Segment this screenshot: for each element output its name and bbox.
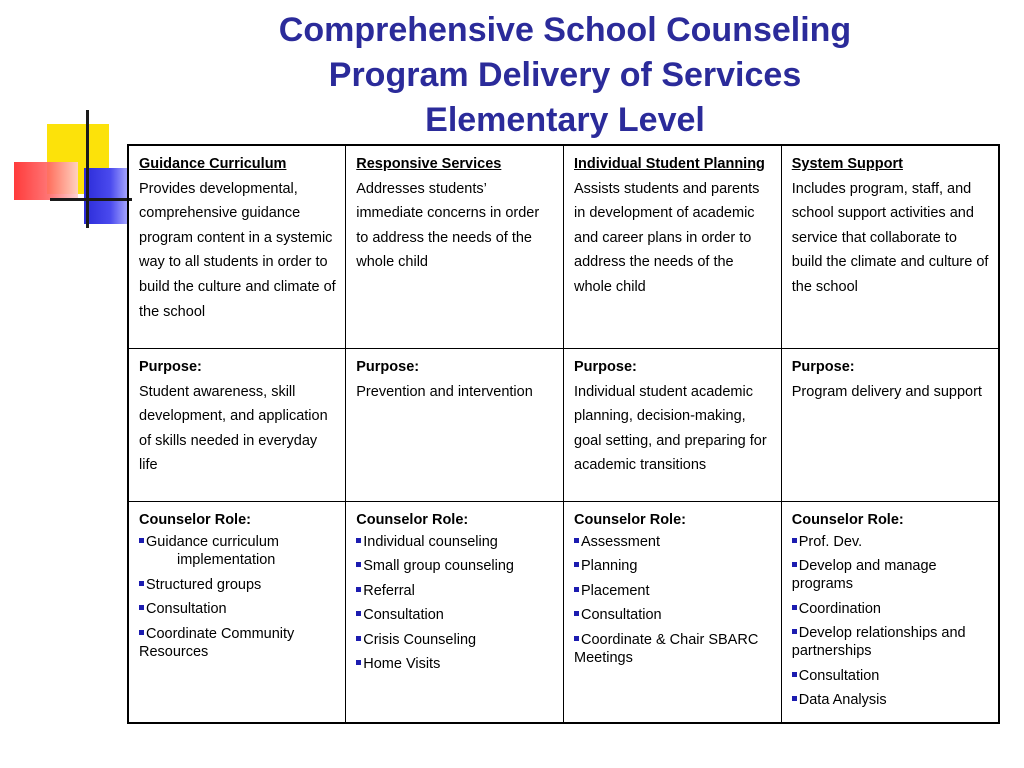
- column-header: Individual Student Planning: [574, 156, 765, 172]
- slide-title-line-1: Comprehensive School Counseling: [278, 11, 852, 49]
- slide-title: [220, 8, 910, 143]
- role-text: Placement: [581, 582, 650, 599]
- decor-vertical-line: [86, 110, 89, 228]
- bullet-icon: [792, 538, 797, 543]
- role-item: [792, 624, 990, 660]
- description-cell: [781, 145, 999, 349]
- role-item: [792, 557, 990, 593]
- role-text: Coordinate Community Resources: [139, 625, 295, 660]
- description-row: [128, 145, 999, 349]
- purpose-cell: [346, 349, 564, 502]
- role-text: Individual counseling: [363, 533, 498, 550]
- role-label: Counselor Role:: [139, 512, 251, 528]
- counselor-role-row: [128, 502, 999, 723]
- column-header: Guidance Curriculum: [139, 156, 287, 172]
- column-header: Responsive Services: [356, 156, 502, 172]
- slide-title-line-3: Elementary Level: [425, 101, 705, 139]
- role-text: Planning: [581, 558, 638, 575]
- role-item: [574, 631, 773, 667]
- bullet-icon: [574, 587, 579, 592]
- role-text: Consultation: [363, 607, 444, 624]
- purpose-text: Student awareness, skill development, and application of skills needed in everyday life: [139, 383, 328, 474]
- role-text: Assessment: [581, 533, 660, 550]
- role-text: Prof. Dev.: [798, 533, 863, 550]
- role-text: Crisis Counseling: [363, 631, 477, 648]
- bullet-icon: [792, 672, 797, 677]
- bullet-icon: [574, 636, 579, 641]
- bullet-icon: [356, 611, 361, 616]
- bullet-icon: [574, 562, 579, 567]
- role-item: [139, 600, 337, 618]
- role-cell: [564, 502, 782, 723]
- purpose-label: Purpose:: [791, 359, 855, 375]
- role-item-continuation: [139, 551, 337, 569]
- role-list: [139, 533, 337, 661]
- role-item: [356, 655, 555, 673]
- column-description: Includes program, staff, and school support activities and service that collaborate to build the climate and culture of the school: [791, 180, 989, 295]
- role-text: Referral: [363, 582, 415, 599]
- role-item: [792, 533, 990, 551]
- bullet-icon: [792, 605, 797, 610]
- purpose-label: Purpose:: [139, 359, 202, 375]
- role-label: Counselor Role:: [356, 512, 469, 528]
- role-text: Coordination: [798, 600, 881, 617]
- purpose-label: Purpose:: [574, 359, 637, 375]
- role-cell: [128, 502, 346, 723]
- bullet-icon: [792, 696, 797, 701]
- role-text: Data Analysis: [798, 692, 887, 709]
- role-item: [139, 576, 337, 594]
- role-item: [356, 631, 555, 649]
- role-cell: [781, 502, 999, 723]
- bullet-icon: [139, 538, 144, 543]
- role-item: [792, 691, 990, 709]
- bullet-icon: [792, 562, 797, 567]
- role-text: Develop relationships and partnerships: [791, 625, 966, 660]
- bullet-icon: [139, 605, 144, 610]
- bullet-icon: [574, 538, 579, 543]
- role-label: Counselor Role:: [791, 512, 904, 528]
- role-text: Guidance curriculum: [146, 533, 279, 550]
- bullet-icon: [356, 538, 361, 543]
- column-description: Provides developmental, comprehensive guidance program content in a systemic way to all students in order to build the culture and climate of the school: [139, 180, 336, 320]
- role-item: [139, 625, 337, 661]
- purpose-cell: [781, 349, 999, 502]
- column-header: System Support: [791, 156, 903, 172]
- role-item: [792, 600, 990, 618]
- column-description: Assists students and parents in development of academic and career plans in order to address the needs of the whole child: [574, 180, 760, 295]
- role-item: [792, 667, 990, 685]
- purpose-cell: [128, 349, 346, 502]
- description-cell: [564, 145, 782, 349]
- description-cell: [346, 145, 564, 349]
- purpose-text: Individual student academic planning, decision-making, goal setting, and preparing for academic transitions: [574, 383, 767, 474]
- role-text: Structured groups: [146, 576, 262, 593]
- role-item: [574, 582, 773, 600]
- role-list: [792, 533, 990, 710]
- slide-title-line-2: Program Delivery of Services: [328, 56, 802, 94]
- purpose-text: Prevention and intervention: [356, 383, 533, 400]
- role-text: Small group counseling: [363, 558, 514, 575]
- role-text: implementation: [177, 552, 276, 569]
- role-text: Home Visits: [363, 656, 441, 673]
- role-list: [574, 533, 773, 667]
- role-text: Consultation: [146, 601, 227, 618]
- role-item: [574, 606, 773, 624]
- role-item: [356, 582, 555, 600]
- bullet-icon: [139, 630, 144, 635]
- role-cell: [346, 502, 564, 723]
- purpose-row: [128, 349, 999, 502]
- decor-red-square: [14, 162, 78, 200]
- bullet-icon: [356, 587, 361, 592]
- role-list: [356, 533, 555, 674]
- role-item: [574, 533, 773, 551]
- description-cell: [128, 145, 346, 349]
- bullet-icon: [792, 629, 797, 634]
- role-label: Counselor Role:: [574, 512, 686, 528]
- bullet-icon: [356, 562, 361, 567]
- column-description: Addresses students’ immediate concerns in order to address the needs of the whole child: [356, 180, 540, 271]
- role-item: [356, 606, 555, 624]
- services-table: [127, 144, 1000, 724]
- decor-horizontal-line: [50, 198, 132, 201]
- role-text: Coordinate & Chair SBARC Meetings: [574, 631, 759, 666]
- decor-blue-square: [84, 168, 128, 224]
- role-text: Consultation: [798, 667, 880, 684]
- role-item: [139, 533, 337, 551]
- role-item: [356, 557, 555, 575]
- bullet-icon: [139, 581, 144, 586]
- bullet-icon: [356, 636, 361, 641]
- role-text: Consultation: [581, 607, 662, 624]
- bullet-icon: [356, 660, 361, 665]
- bullet-icon: [574, 611, 579, 616]
- purpose-text: Program delivery and support: [791, 383, 982, 400]
- role-item: [574, 557, 773, 575]
- purpose-label: Purpose:: [356, 359, 420, 375]
- role-item: [356, 533, 555, 551]
- role-text: Develop and manage programs: [791, 558, 937, 593]
- purpose-cell: [564, 349, 782, 502]
